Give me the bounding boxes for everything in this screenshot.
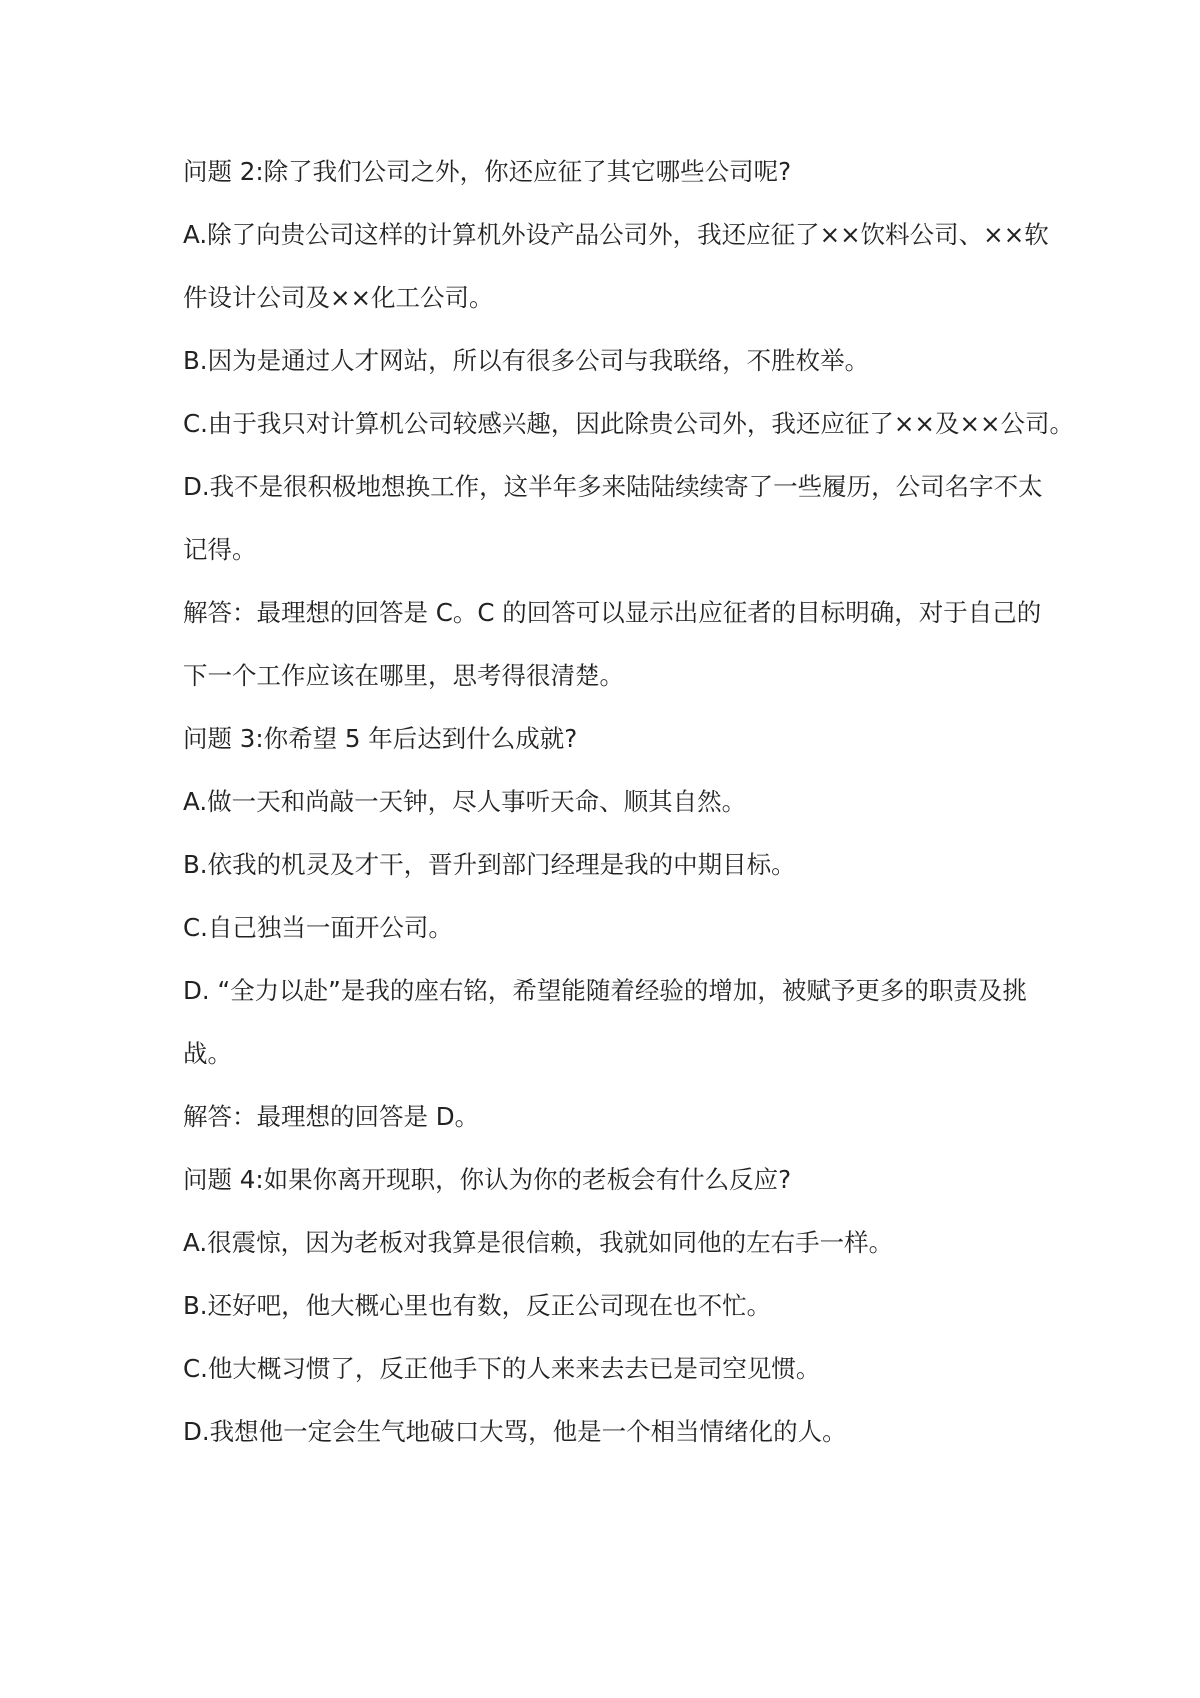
question-3-option-c: C.自己独当一面开公司。	[183, 913, 453, 942]
question-4-option-a: A.很震惊，因为老板对我算是很信赖，我就如同他的左右手一样。	[183, 1228, 894, 1257]
question-4-title: 问题 4:如果你离开现职，你认为你的老板会有什么反应?	[183, 1165, 792, 1194]
question-2-answer-continued: 下一个工作应该在哪里，思考得很清楚。	[183, 661, 624, 690]
question-2-option-d: D.我不是很积极地想换工作，这半年多来陆陆续续寄了一些履历，公司名字不太	[183, 472, 1043, 501]
question-4-option-b: B.还好吧，他大概心里也有数，反正公司现在也不忙。	[183, 1291, 772, 1320]
question-2-title: 问题 2:除了我们公司之外，你还应征了其它哪些公司呢?	[183, 157, 792, 186]
question-3-title: 问题 3:你希望 5 年后达到什么成就?	[183, 724, 578, 753]
question-3-option-d: D. “全力以赴”是我的座右铭，希望能随着经验的增加，被赋予更多的职责及挑	[183, 976, 1027, 1005]
question-2-option-a: A.除了向贵公司这样的计算机外设产品公司外，我还应征了××饮料公司、××软	[183, 220, 1049, 249]
question-2-answer: 解答：最理想的回答是 C。C 的回答可以显示出应征者的目标明确，对于自己的	[183, 598, 1042, 627]
question-3-option-b: B.依我的机灵及才干，晋升到部门经理是我的中期目标。	[183, 850, 796, 879]
question-3-option-a: A.做一天和尚敲一天钟，尽人事听天命、顺其自然。	[183, 787, 747, 816]
question-4-option-c: C.他大概习惯了，反正他手下的人来来去去已是司空见惯。	[183, 1354, 821, 1383]
question-2-option-d-continued: 记得。	[183, 535, 257, 564]
question-2-option-a-continued: 件设计公司及××化工公司。	[183, 283, 494, 312]
question-2-option-b: B.因为是通过人才网站，所以有很多公司与我联络，不胜枚举。	[183, 346, 870, 375]
question-3-answer: 解答：最理想的回答是 D。	[183, 1102, 480, 1131]
question-3-option-d-continued: 战。	[183, 1039, 232, 1068]
document-body	[183, 157, 1075, 1480]
question-2-option-c: C.由于我只对计算机公司较感兴趣，因此除贵公司外，我还应征了××及××公司。	[183, 409, 1075, 438]
question-4-option-d: D.我想他一定会生气地破口大骂，他是一个相当情绪化的人。	[183, 1417, 847, 1446]
